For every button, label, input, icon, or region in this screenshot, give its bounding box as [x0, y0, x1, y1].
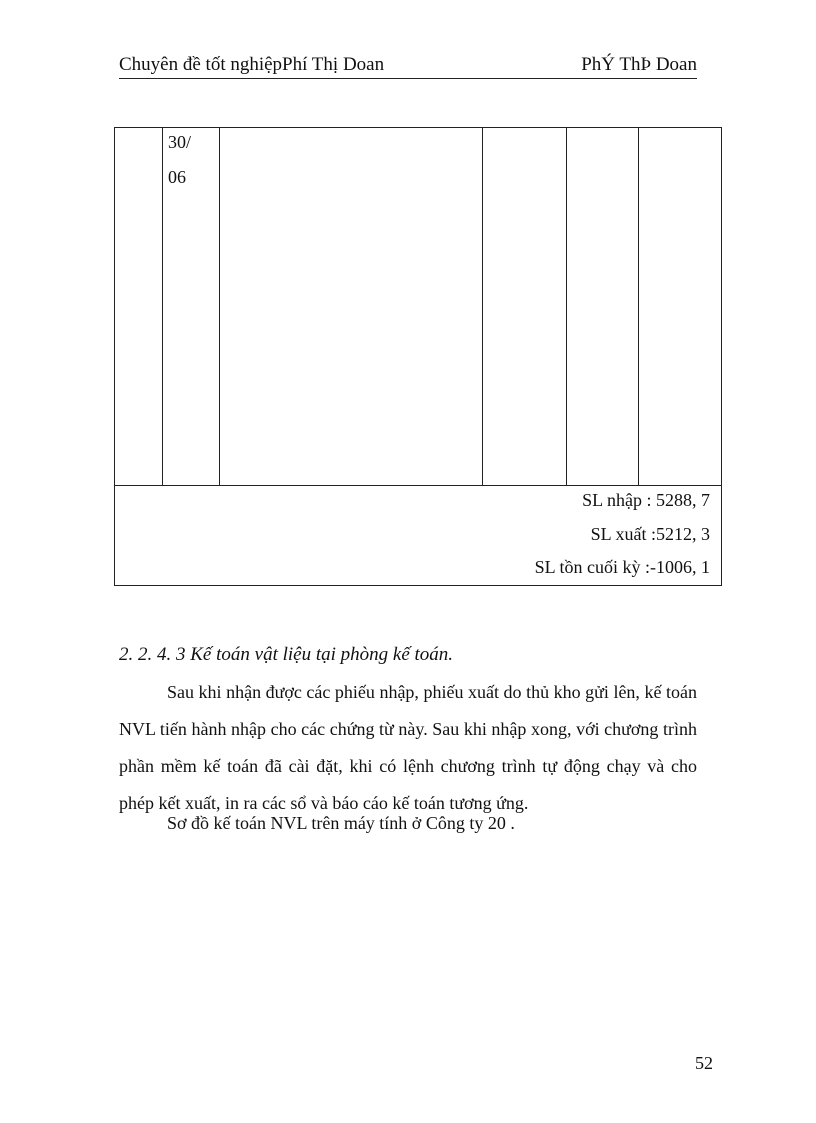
column-divider [162, 128, 163, 485]
date-cell-line: 30/ [168, 132, 192, 152]
header-left-text: Chuyên đề tốt nghiệpPhí Thị Doan [119, 54, 385, 75]
page-number: 52 [695, 1053, 713, 1073]
summary-export-quantity: SL xuất :5212, 3 [590, 524, 710, 544]
summary-ending-balance: SL tồn cuối kỳ :-1006, 1 [534, 557, 710, 577]
page-header [119, 50, 697, 79]
column-divider [638, 128, 639, 485]
body-paragraph-2: Sơ đồ kế toán NVL trên máy tính ở Công ty 20 . [167, 813, 515, 833]
row-divider [115, 485, 721, 486]
ledger-table [114, 127, 722, 586]
header-right-text: PhÝ ThÞ Doan [581, 54, 697, 75]
column-divider [219, 128, 220, 485]
date-cell-line: 06 [168, 167, 186, 187]
column-divider [482, 128, 483, 485]
column-divider [566, 128, 567, 485]
section-heading: 2. 2. 4. 3 Kế toán vật liệu tại phòng kế toán. [119, 644, 454, 665]
body-paragraph: Sau khi nhận được các phiếu nhập, phiếu xuất do thủ kho gửi lên, kế toán NVL tiến hành nhập cho các chứng từ này. Sau khi nhập xong, với chương trình phần mềm kế toán đã cài đặt, khi có lệnh chương trình tự động chạy và cho phép kết xuất, in ra các sổ và báo cáo kế toán tương ứng. [119, 682, 697, 813]
summary-import-quantity: SL nhập : 5288, 7 [582, 490, 710, 510]
